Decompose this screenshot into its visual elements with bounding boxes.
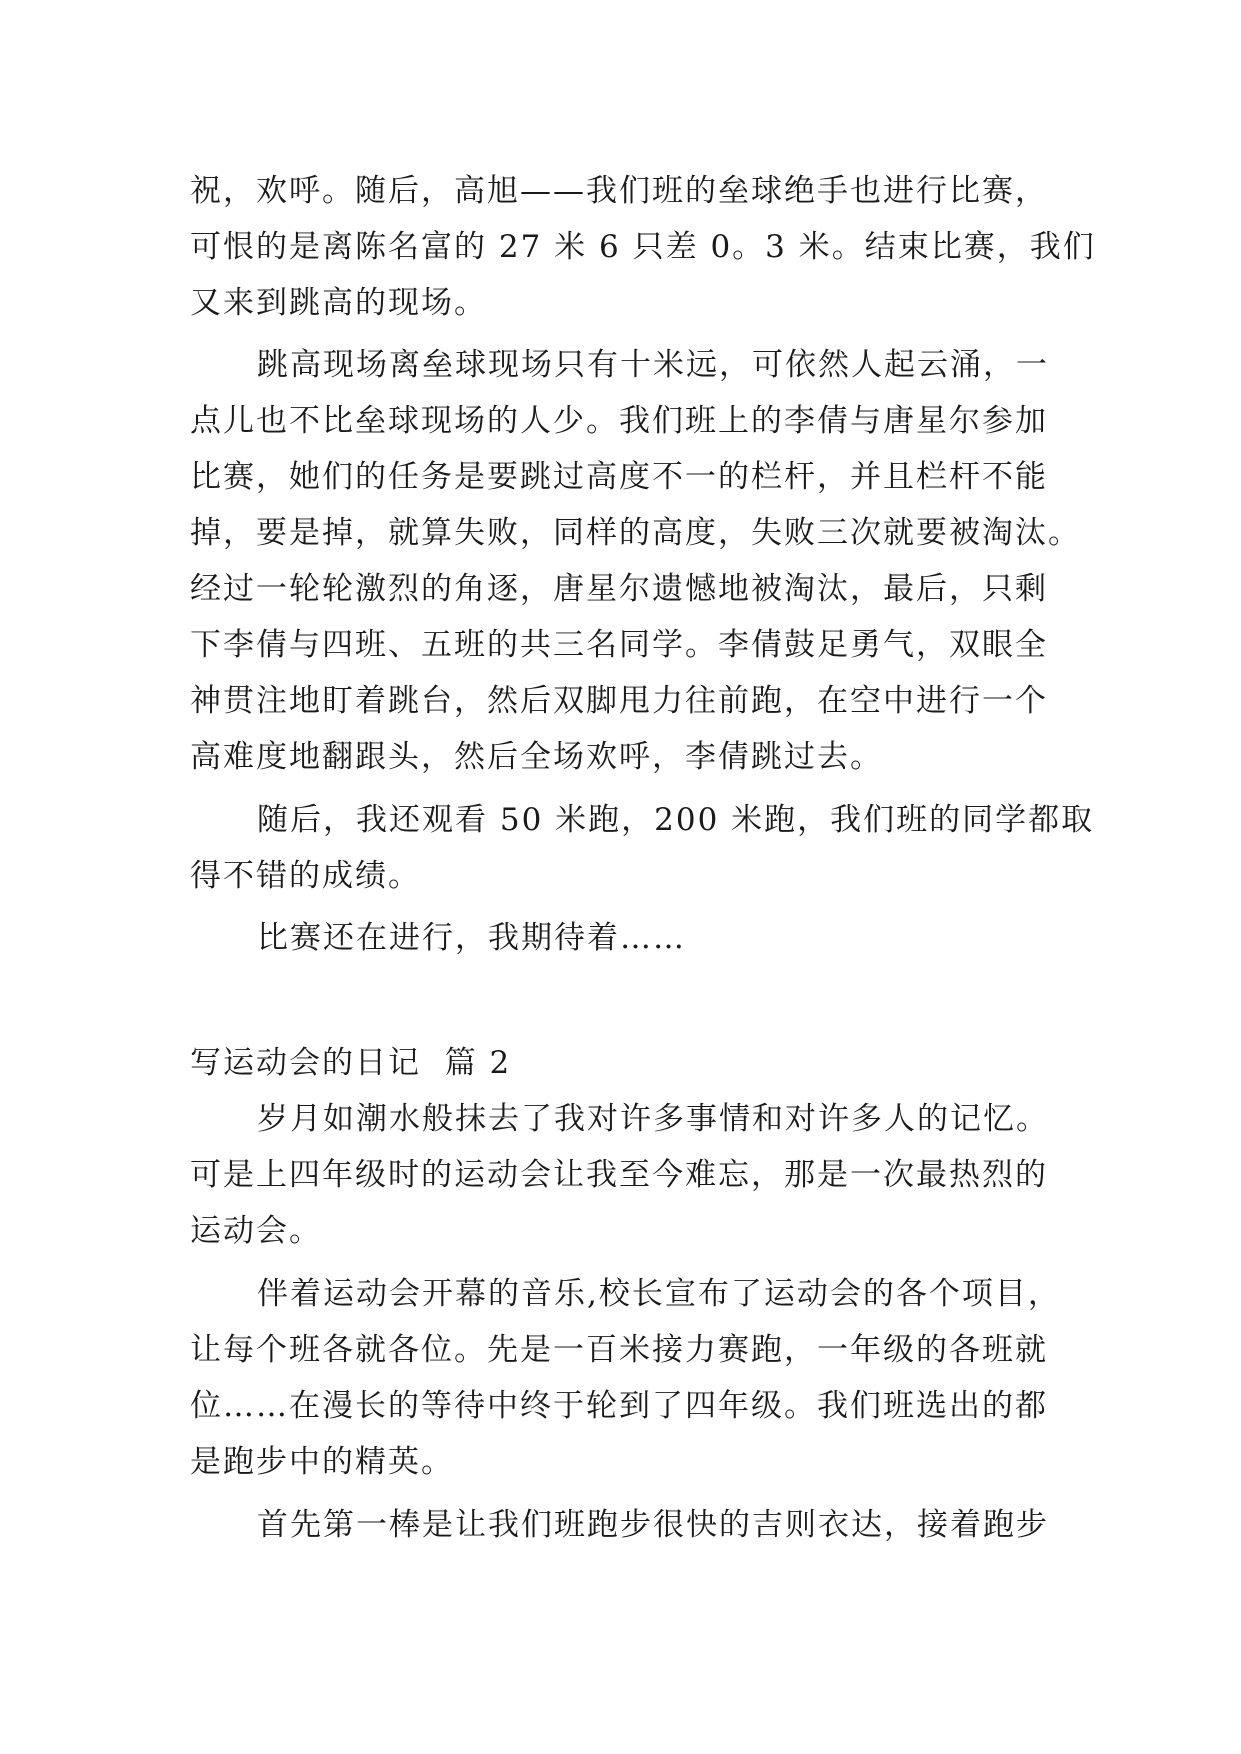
paragraph-line: 可是上四年级时的运动会让我至今难忘，那是一次最热烈的 [190,1157,1048,1193]
paragraph-line: 是跑步中的精英。 [190,1444,454,1480]
paragraph-line: 掉，要是掉，就算失败，同样的高度，失败三次就要被淘汰。 [190,515,1081,551]
paragraph-line: 随后，我还观看 50 米跑，200 米跑，我们班的同学都取 [257,802,1095,838]
paragraph-line: 跳高现场离垒球现场只有十米远，可依然人起云涌，一 [257,347,1049,383]
paragraph-line: 高难度地翻跟头，然后全场欢呼，李倩跳过去。 [190,739,883,775]
paragraph-line: 首先第一棒是让我们班跑步很快的吉则衣达，接着跑步 [257,1507,1049,1543]
paragraph-line: 又来到跳高的现场。 [190,285,487,321]
paragraph-line: 神贯注地盯着跳台，然后双脚甩力往前跑，在空中进行一个 [190,683,1048,719]
paragraph-line: 下李倩与四班、五班的共三名同学。李倩鼓足勇气，双眼全 [190,627,1048,663]
paragraph-line: 运动会。 [190,1213,322,1249]
paragraph-line: 位……在漫长的等待中终于轮到了四年级。我们班选出的都 [190,1388,1048,1424]
paragraph-line: 伴着运动会开幕的音乐,校长宣布了运动会的各个项目， [257,1276,1061,1312]
paragraph-line: 点儿也不比垒球现场的人少。我们班上的李倩与唐星尔参加 [190,403,1048,439]
paragraph-line: 祝，欢呼。随后，高旭——我们班的垒球绝手也进行比赛， [190,173,1048,209]
paragraph-line: 岁月如潮水般抹去了我对许多事情和对许多人的记忆。 [257,1101,1049,1137]
paragraph-line: 可恨的是离陈名富的 27 米 6 只差 0。3 米。结束比赛，我们 [190,229,1096,265]
paragraph-line: 得不错的成绩。 [190,858,421,894]
paragraph-line: 比赛，她们的任务是要跳过高度不一的栏杆，并且栏杆不能 [190,459,1048,495]
paragraph-line: 让每个班各就各位。先是一百米接力赛跑，一年级的各班就 [190,1332,1048,1368]
paragraph-line: 比赛还在进行，我期待着…… [257,920,686,956]
section-heading: 写运动会的日记 篇 2 [190,1045,512,1081]
paragraph-line: 经过一轮轮激烈的角逐，唐星尔遗憾地被淘汰，最后，只剩 [190,571,1048,607]
